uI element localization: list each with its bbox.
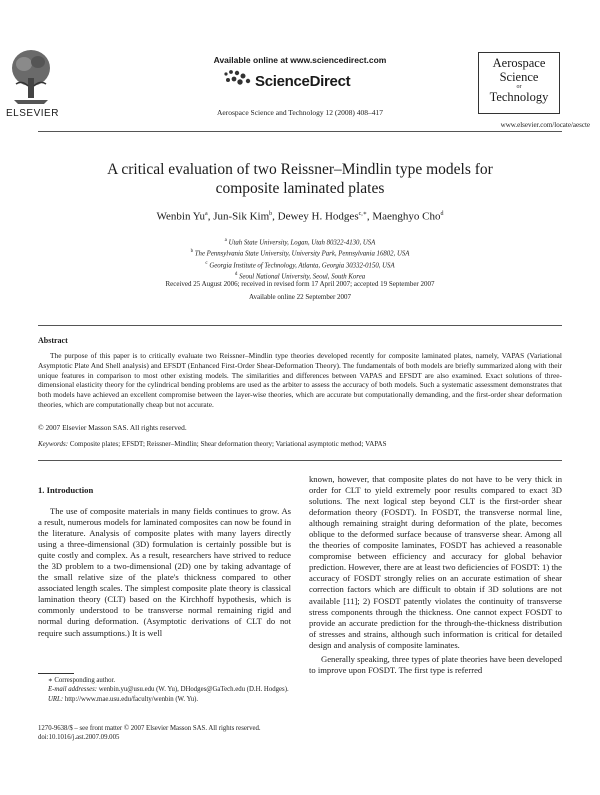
journal-name-or: or <box>516 84 522 90</box>
affiliation-text: Georgia Institute of Technology, Atlanta, Georgia 30332-0150, USA <box>209 262 395 270</box>
affiliation-sup: c <box>205 260 208 266</box>
footnote-corresponding: ∗ Corresponding author. <box>48 677 116 684</box>
affiliation-text: The Pennsylvania State University, University Park, Pennsylvania 16802, USA <box>194 250 410 258</box>
abstract-text: The purpose of this paper is to critically evaluate two Reissner–Mindlin type theories developed recently for composite laminated plates, namely, VAPAS (Variational Asymptotic Plate And Shell analysis) and EFSDT (Enhanced First-Order Shear-Deformation Theory). The fundamentals of both models are briefly summarized along with their unique features in comparison to most other existing models. The similarities and differences between VAPAS and EFSDT are also examined. Exact solutions of three-dimensional elasticity theory for the cylindrical bending problems are used as the arbiter to assess the accuracy of both models. Such a systematic assessment demonstrates that both models have achieved an excellent compromise between the layer-wise theories, which are accurate but computationally demanding, and the first-order shear deformation theories, which are computationally cheap but not accurate. <box>38 351 562 409</box>
front-matter-notice <box>38 724 338 743</box>
section-heading: 1. Introduction <box>38 485 94 495</box>
email-label: E-mail addresses: <box>48 686 98 694</box>
sciencedirect-brand: ScienceDirect <box>255 73 351 90</box>
body-left-column <box>38 506 291 639</box>
author-sup: c,∗ <box>358 211 367 217</box>
affiliation-item <box>60 236 540 247</box>
affiliation-item <box>60 259 540 270</box>
footnote-email <box>38 685 291 694</box>
journal-logo <box>478 56 560 104</box>
author-name: Dewey H. Hodges <box>277 210 359 223</box>
footnote-url <box>38 695 291 704</box>
doi-line[interactable]: doi:10.1016/j.ast.2007.09.005 <box>38 734 120 742</box>
email-text[interactable]: wenbin.yu@usu.edu (W. Yu), DHodges@GaTech.edu (D.H. Hodges). <box>98 686 289 694</box>
author-name: Wenbin Yu <box>156 210 206 223</box>
journal-url-link[interactable]: www.elsevier.com/locate/aescte <box>500 121 590 129</box>
affiliation-text: Utah State University, Logan, Utah 80322-4130, USA <box>228 239 376 247</box>
keywords-line <box>38 440 562 448</box>
article-title <box>60 160 540 198</box>
body-right-column <box>309 474 562 676</box>
body-paragraph: Generally speaking, three types of plate theories have been developed to improve upon FOSDT. The first type is referred <box>309 653 562 675</box>
journal-name-line1: Aerospace <box>492 56 546 70</box>
available-online-notice: Available online at www.sciencedirect.com <box>213 55 387 65</box>
affiliation-sup: a <box>224 238 227 243</box>
abstract-bottom-divider <box>38 460 562 461</box>
title-line-1: A critical evaluation of two Reissner–Mindlin type models for <box>107 161 493 178</box>
url-label: URL: <box>48 695 64 703</box>
affiliation-list <box>60 236 540 282</box>
footnote-divider <box>38 673 74 674</box>
author-name: Maenghyo Cho <box>372 210 441 223</box>
journal-name-line3: Technology <box>489 90 549 104</box>
affiliation-sup: b <box>190 249 194 255</box>
elsevier-tree-logo <box>8 44 54 108</box>
abstract-heading: Abstract <box>38 336 68 345</box>
issn-line: 1270-9638/$ – see front matter © 2007 Elsevier Masson SAS. All rights reserved. <box>38 725 261 732</box>
footnotes <box>38 676 291 704</box>
abstract-top-divider <box>38 325 562 326</box>
publisher-logo-text: ELSEVIER <box>6 108 59 119</box>
abstract-copyright: © 2007 Elsevier Masson SAS. All rights reserved. <box>38 423 187 432</box>
author-sup: d <box>440 211 444 217</box>
title-line-2: composite laminated plates <box>215 180 385 197</box>
author-sup: b <box>269 211 273 217</box>
affiliation-item <box>60 247 540 258</box>
body-paragraph: The use of composite materials in many fields continues to grow. As a result, numerous models for laminated composites can now be found in the literature. Analysis of composite plates with many layers directly using a three-dimensional (3D) formulation is certainly possible but is quite costly and complex. As a result, researchers have strived to reduce the 3D problem to a two-dimensional (2D) one by taking advantage of the small relative size of the plate's thickness compared to other associated length scales. The simplest composite plate theory is classical lamination theory (CLT) based on the Kirchhoff hypothesis, which is commonly understood to be transverse normal remaining rigid and normal during deformation. (Asymptotic derivations of CLT do not require such assumptions.) It is well <box>38 506 291 638</box>
received-dates: Received 25 August 2006; received in revised form 17 April 2007; accepted 19 September 2007 <box>165 280 435 288</box>
affiliation-text: Seoul National University, Seoul, South Korea <box>239 273 366 281</box>
affiliation-sup: d <box>234 272 238 278</box>
author-list: Wenbin Yu$^a$, Jun-Sik Kim$^b$, Dewey H. Hodges$^{c,∗}$, Maenghyo Cho$^d$ <box>156 210 444 223</box>
author-sup: a <box>205 211 208 217</box>
journal-citation: Aerospace Science and Technology 12 (2008) 408–417 <box>217 108 383 117</box>
keywords-text: Composite plates; EFSDT; Reissner–Mindlin; Shear deformation theory; Variational asymptotic method; VAPAS <box>69 440 387 448</box>
body-paragraph: known, however, that composite plates do not have to be very thick in order for CLT to yield extremely poor results compared to exact 3D solutions. The next logical step beyond CLT is the first-order shear deformation theory (FOSDT). In FOSDT, the transverse normal line, although remaining straight during deformation of the plate, becomes oblique to the deformed surface because of transverse shear. Among all the theories of composite laminates, FOSDT has achieved a reasonable compromise between efficiency and accuracy for global behavior prediction. However, there are at least two deficiencies of FOSDT: 1) the accuracy of FOSDT strongly relies on an accurate estimation of shear correction factors which are difficult to obtain if 3D solutions are not available [11]; 2) FOSDT patently violates the continuity of transverse stress components through the thickness. One cannot expect FOSDT to provide an accurate prediction for the through-the-thickness distribution of stresses and strains, although such information is critical for detailed design and analysis of composite laminates. <box>309 474 562 650</box>
url-text[interactable]: http://www.mae.usu.edu/faculty/wenbin (W. Yu). <box>64 695 199 703</box>
keywords-label: Keywords: <box>38 440 69 448</box>
header-divider <box>38 131 562 132</box>
sciencedirect-dots-icon <box>222 68 252 88</box>
journal-name-line2: Science <box>499 70 539 84</box>
online-date: Available online 22 September 2007 <box>248 293 352 301</box>
author-name: Jun-Sik Kim <box>213 210 270 223</box>
